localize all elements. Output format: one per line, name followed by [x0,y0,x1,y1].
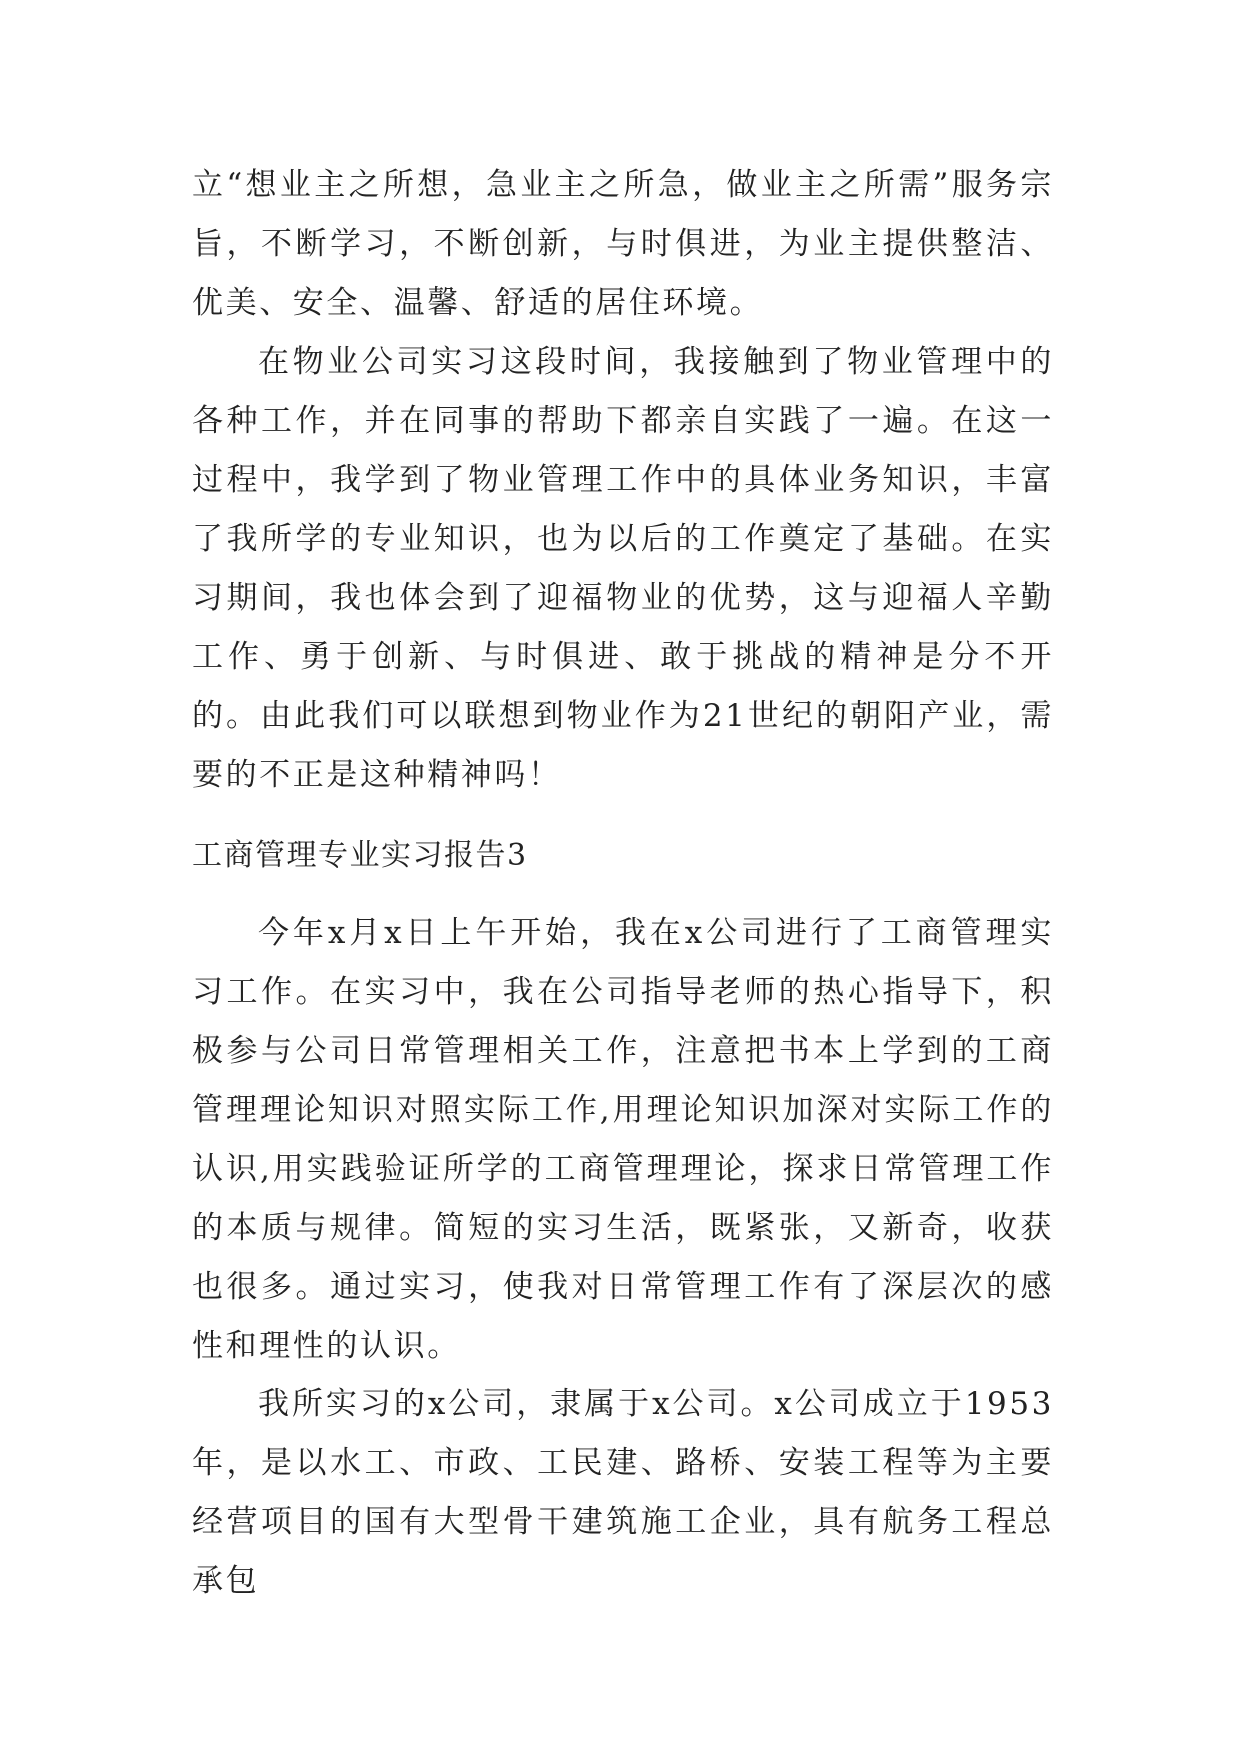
paragraph-service-tenet: 立“想业主之所想，急业主之所急，做业主之所需”服务宗旨，不断学习，不断创新，与时俱进，为业主提供整洁、优美、安全、温馨、舒适的居住环境。 [192,167,1054,321]
section-heading: 工商管理专业实习报告3 [192,838,528,873]
paragraph-property-internship: 在物业公司实习这段时间，我接触到了物业管理中的各种工作，并在同事的帮助下都亲自实践了一遍。在这一过程中，我学到了物业管理工作中的具体业务知识，丰富了我所学的专业知识，也为以后的工作奠定了基础。在实习期间，我也体会到了迎福物业的优势，这与迎福人辛勤工作、勇于创新、与时俱进、敢于挑战的精神是分不开的。由此我们可以联想到物业作为21世纪的朝阳产业，需要的不正是这种精神吗！ [192,344,1054,793]
paragraph-company-intro: 我所实习的x公司，隶属于x公司。x公司成立于1953年，是以水工、市政、工民建、路桥、安装工程等为主要经营项目的国有大型骨干建筑施工企业，具有航务工程总承包 [192,1386,1054,1599]
paragraph-report-intro: 今年x月x日上午开始，我在x公司进行了工商管理实习工作。在实习中，我在公司指导老师的热心指导下，积极参与公司日常管理相关工作，注意把书本上学到的工商管理理论知识对照实际工作,用理论知识加深对实际工作的认识,用实践验证所学的工商管理理论，探求日常管理工作的本质与规律。简短的实习生活，既紧张，又新奇，收获也很多。通过实习，使我对日常管理工作有了深层次的感性和理性的认识。 [192,915,1054,1364]
